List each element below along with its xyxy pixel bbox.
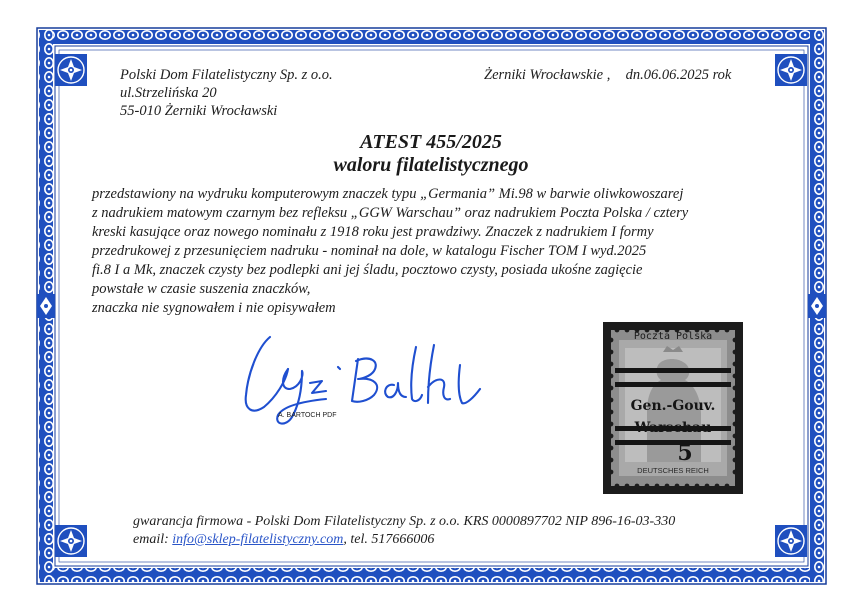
place-date — [484, 67, 731, 83]
issue-date: dn.06.06.2025 rok — [625, 67, 732, 83]
sender-company: Polski Dom Filatelistyczny Sp. z o.o. — [120, 67, 333, 83]
signature-stamp-text: A. BARTOCH PDF — [278, 412, 337, 419]
stamp-overprint-line2: Warschau — [634, 420, 712, 436]
stamp-top-text: Poczta Polska — [633, 331, 713, 342]
certificate-title: ATEST 455/2025 — [360, 131, 502, 153]
body-line: przedrukowej z przesunięciem nadruku - nominał na dole, w katalogu Fischer TOM I wyd.2025 — [92, 243, 647, 259]
body-line: z nadrukiem matowym czarnym bez refleksu „GGW Warschau” oraz nadrukiem Poczta Polska / cztery — [92, 205, 689, 221]
email-label: email: — [133, 532, 169, 547]
stamp-overprint-line1: Gen.-Gouv. — [630, 398, 716, 414]
certificate-subtitle: waloru filatelistycznego — [333, 154, 529, 176]
sender-street: ul.Strzelińska 20 — [120, 85, 217, 101]
signature — [230, 325, 510, 435]
body-line: znaczka nie sygnowałem i nie opisywałem — [92, 300, 336, 316]
issue-place: Żerniki Wrocławskie , — [484, 67, 611, 83]
body-line: fi.8 I a Mk, znaczek czysty bez podlepki ani jej śladu, pocztowo czysty, posiada ukośne zagięcie — [92, 262, 643, 278]
postage-stamp-image — [603, 322, 743, 494]
footer-guarantee: gwarancja firmowa - Polski Dom Filatelistyczny Sp. z o.o. KRS 0000897702 NIP 896-16-03-330 — [133, 514, 676, 529]
stamp-value: 5 — [677, 440, 693, 466]
body-line: powstałe w czasie suszenia znaczków, — [92, 281, 311, 297]
footer-contact — [133, 532, 434, 548]
body-line: przedstawiony na wydruku komputerowym znaczek typu „Germania” Mi.98 w barwie oliwkowoszarej — [92, 186, 684, 202]
sender-city: 55-010 Żerniki Wrocławski — [120, 103, 278, 119]
body-line: kreski kasujące oraz nowego nominału z 1918 roku jest prawdziwy. Znaczek z nadrukiem I formy — [92, 224, 654, 240]
stamp-bottom-text: DEUTSCHES REICH — [637, 466, 709, 475]
phone-text: , tel. 517666006 — [343, 532, 435, 547]
email-link[interactable]: info@sklep-filatelistyczny.com — [172, 532, 344, 547]
